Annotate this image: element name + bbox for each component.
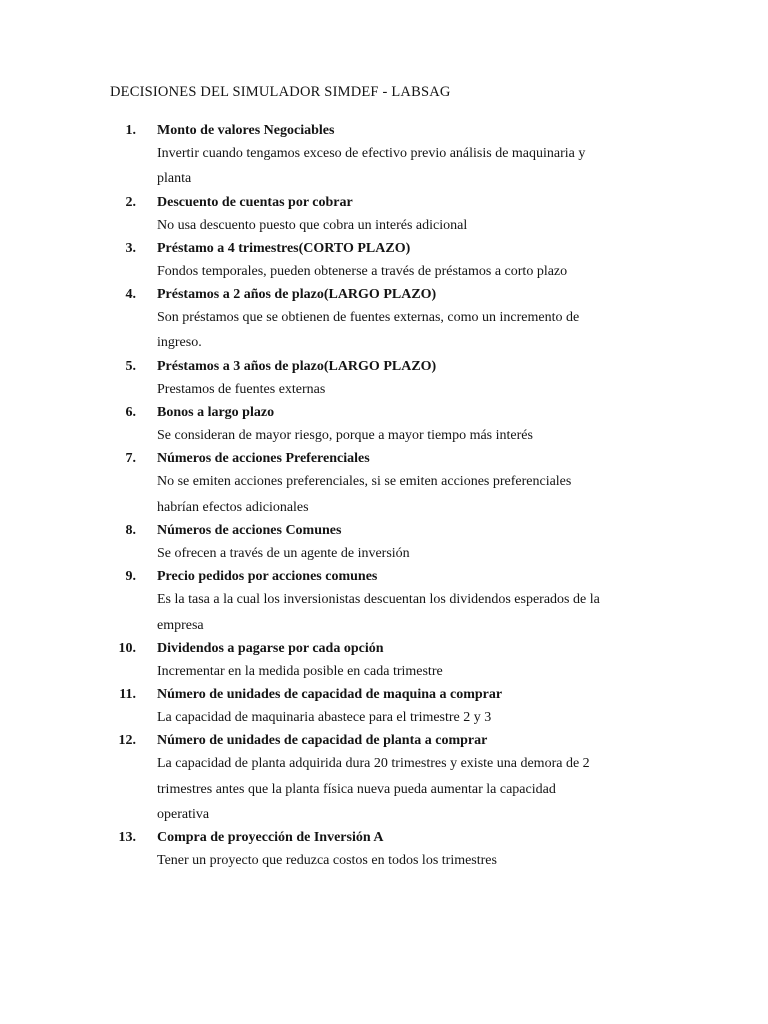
item-description-line: No se emiten acciones preferenciales, si se emiten acciones preferenciales [157,474,572,490]
item-description [157,751,657,827]
item-description [157,659,657,684]
item-description [157,377,657,402]
item-description [157,587,657,638]
item-title: Número de unidades de capacidad de maquina a comprar [157,687,503,703]
document-title: DECISIONES DEL SIMULADOR SIMDEF - LABSAG [110,84,451,100]
item-description-line: trimestres antes que la planta física nueva pueda aumentar la capacidad [157,781,556,797]
item-description-line: Se ofrecen a través de un agente de inversión [157,545,410,561]
item-title: Descuento de cuentas por cobrar [157,194,353,210]
list-item [110,827,670,873]
item-description [157,541,657,566]
item-number: 4. [125,287,136,303]
item-title: Número de unidades de capacidad de planta a comprar [157,733,488,749]
item-description [157,423,657,448]
item-number: 10. [118,640,136,656]
item-title: Monto de valores Negociables [157,123,335,138]
list-item [110,284,670,356]
item-title: Préstamos a 3 años de plazo(LARGO PLAZO) [157,358,437,374]
item-number: 2. [125,194,136,210]
list-item [110,448,670,520]
item-description [157,213,657,238]
item-title: Bonos a largo plazo [157,405,275,421]
item-number: 9. [125,569,136,585]
list-item [110,238,670,284]
list-item [110,730,670,827]
item-number: 3. [125,240,136,256]
item-title: Préstamos a 2 años de plazo(LARGO PLAZO) [157,287,437,303]
list-item [110,356,670,402]
item-description-line: habrían efectos adicionales [157,499,309,515]
item-number: 13. [118,830,136,846]
item-description-line: Invertir cuando tengamos exceso de efectivo previo análisis de maquinaria y [157,146,586,161]
item-description-line: Tener un proyecto que reduzca costos en todos los trimestres [157,853,497,869]
item-description-line: Fondos temporales, pueden obtenerse a través de préstamos a corto plazo [157,263,568,279]
item-description [157,469,657,520]
item-title: Compra de proyección de Inversión A [157,830,384,846]
item-description-line: empresa [157,617,204,633]
item-description [157,259,657,284]
item-description-line: La capacidad de maquinaria abastece para el trimestre 2 y 3 [157,710,492,726]
item-description-line: ingreso. [157,335,202,351]
list-item [110,566,670,638]
decisions-list [110,120,670,874]
item-number: 7. [125,451,136,467]
list-item [110,402,670,448]
item-description-line: Prestamos de fuentes externas [157,381,326,397]
list-item [110,192,670,238]
item-description [157,141,657,192]
item-description-line: Se consideran de mayor riesgo, porque a mayor tiempo más interés [157,428,533,444]
list-item [110,684,670,730]
item-description [157,705,657,730]
item-title: Precio pedidos por acciones comunes [157,569,378,585]
item-description-line: operativa [157,807,210,823]
item-description-line: Incrementar en la medida posible en cada trimestre [157,663,443,679]
item-description [157,305,657,356]
item-description [157,848,657,873]
item-title: Dividendos a pagarse por cada opción [157,640,384,656]
list-item [110,120,670,192]
item-description-line: Son préstamos que se obtienen de fuentes externas, como un incremento de [157,310,580,326]
item-description-line: La capacidad de planta adquirida dura 20 trimestres y existe una demora de 2 [157,756,590,772]
list-item [110,638,670,684]
item-title: Números de acciones Preferenciales [157,451,370,467]
item-number: 8. [125,522,136,538]
item-description-line: Es la tasa a la cual los inversionistas descuentan los dividendos esperados de la [157,592,600,608]
item-number: 12. [118,733,136,749]
list-item [110,520,670,566]
item-number: 11. [119,687,136,703]
item-description-line: No usa descuento puesto que cobra un interés adicional [157,217,468,233]
item-number: 1. [125,123,136,138]
item-title: Préstamo a 4 trimestres(CORTO PLAZO) [157,240,411,256]
item-description-line: planta [157,171,192,187]
item-number: 6. [125,405,136,421]
item-number: 5. [125,358,136,374]
item-title: Números de acciones Comunes [157,522,342,538]
